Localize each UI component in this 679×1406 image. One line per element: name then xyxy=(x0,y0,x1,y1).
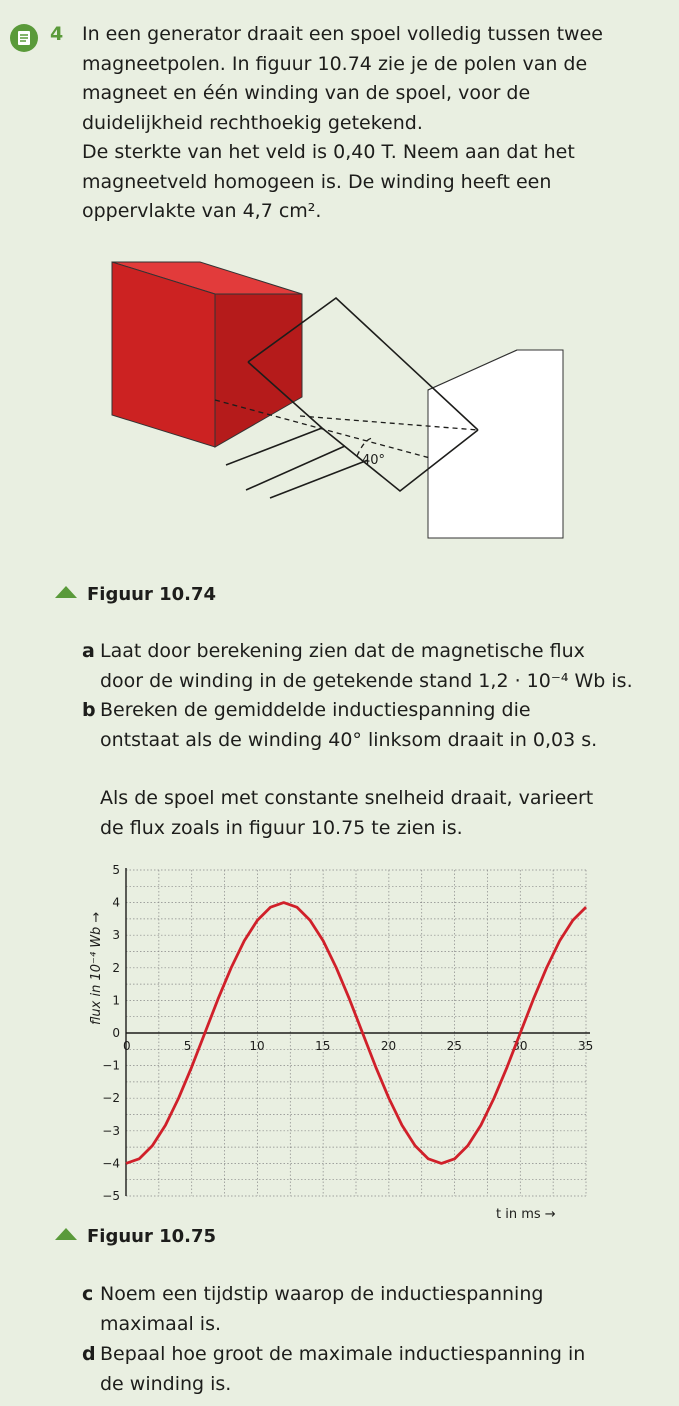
part-text: Bereken de gemiddelde inductiespanning die xyxy=(100,699,531,721)
angle-label: 40° xyxy=(362,453,386,468)
intro-line: magneet en één winding van de spoel, voor de xyxy=(82,82,531,104)
flux-chart xyxy=(60,858,620,1228)
part-a xyxy=(82,637,662,696)
figure-caption-2 xyxy=(55,1226,216,1247)
white-magnet-pole xyxy=(428,350,563,538)
y-axis-label: flux in 10⁻⁴ Wb → xyxy=(89,911,104,1025)
question-number: 4 xyxy=(50,23,64,45)
caption-text: Figuur 10.75 xyxy=(87,1226,217,1247)
y-tick-label: 1 xyxy=(112,993,120,1008)
x-tick-label: 0 xyxy=(123,1039,131,1053)
x-tick-label: 5 xyxy=(183,1039,192,1053)
y-tick-label: −4 xyxy=(102,1156,120,1171)
y-tick-label: 2 xyxy=(112,960,120,975)
y-tick-label: 5 xyxy=(112,863,120,877)
caption-triangle-icon xyxy=(55,586,77,598)
x-tick-label: 25 xyxy=(446,1039,462,1053)
part-label: a xyxy=(82,640,95,662)
caption-triangle-icon xyxy=(55,1228,77,1240)
red-magnet-pole xyxy=(112,262,302,447)
intro-line: magneetveld homogeen is. De winding heeft een xyxy=(82,170,552,193)
part-d xyxy=(82,1340,662,1399)
part-text: ontstaat als de winding 40° linksom draait in 0,03 s. xyxy=(100,728,598,751)
question-intro xyxy=(82,20,642,227)
part-label: b xyxy=(82,699,96,721)
figure-caption-1 xyxy=(55,584,216,605)
intro-line: oppervlakte van 4,7 cm². xyxy=(82,200,322,222)
middle-line: de flux zoals in figuur 10.75 te zien is. xyxy=(100,816,463,839)
intro-line: magneetpolen. In figuur 10.74 zie je de polen van de xyxy=(82,52,588,75)
y-tick-label: 0 xyxy=(112,1026,120,1040)
part-label: d xyxy=(82,1343,96,1365)
part-text: maximaal is. xyxy=(100,1312,222,1335)
y-tick-label: −5 xyxy=(102,1189,120,1203)
intro-line: In een generator draait een spoel volledig tussen twee xyxy=(82,23,603,45)
x-tick-label: 35 xyxy=(578,1039,594,1053)
part-text: door de winding in de getekende stand 1,2 · 10⁻⁴ Wb is. xyxy=(100,669,633,692)
intro-line: De sterkte van het veld is 0,40 T. Neem aan dat het xyxy=(82,141,575,163)
part-text: Laat door berekening zien dat de magnetische flux xyxy=(100,640,585,662)
x-tick-label: 10 xyxy=(249,1039,265,1053)
y-tick-label: −3 xyxy=(102,1123,120,1138)
part-b xyxy=(82,696,662,755)
exercise-icon xyxy=(10,24,38,52)
caption-text: Figuur 10.74 xyxy=(87,584,217,605)
y-tick-label: 4 xyxy=(112,895,120,910)
middle-paragraph xyxy=(100,784,660,843)
magnet-winding-figure xyxy=(0,240,679,550)
y-tick-label: 3 xyxy=(112,928,120,943)
y-tick-label: −2 xyxy=(102,1091,120,1106)
part-label: c xyxy=(82,1283,94,1305)
part-text: Noem een tijdstip waarop de inductiespanning xyxy=(100,1283,544,1305)
middle-line: Als de spoel met constante snelheid draait, varieert xyxy=(100,787,594,809)
part-text: de winding is. xyxy=(100,1372,232,1395)
part-c xyxy=(82,1280,662,1339)
x-tick-label: 30 xyxy=(512,1039,528,1053)
y-tick-label: −1 xyxy=(102,1058,120,1073)
intro-line: duidelijkheid rechthoekig getekend. xyxy=(82,111,423,134)
x-tick-label: 20 xyxy=(380,1039,397,1053)
x-axis-label: t in ms → xyxy=(496,1207,556,1222)
part-text: Bepaal hoe groot de maximale inductiespanning in xyxy=(100,1343,586,1365)
x-tick-label: 15 xyxy=(315,1039,331,1053)
